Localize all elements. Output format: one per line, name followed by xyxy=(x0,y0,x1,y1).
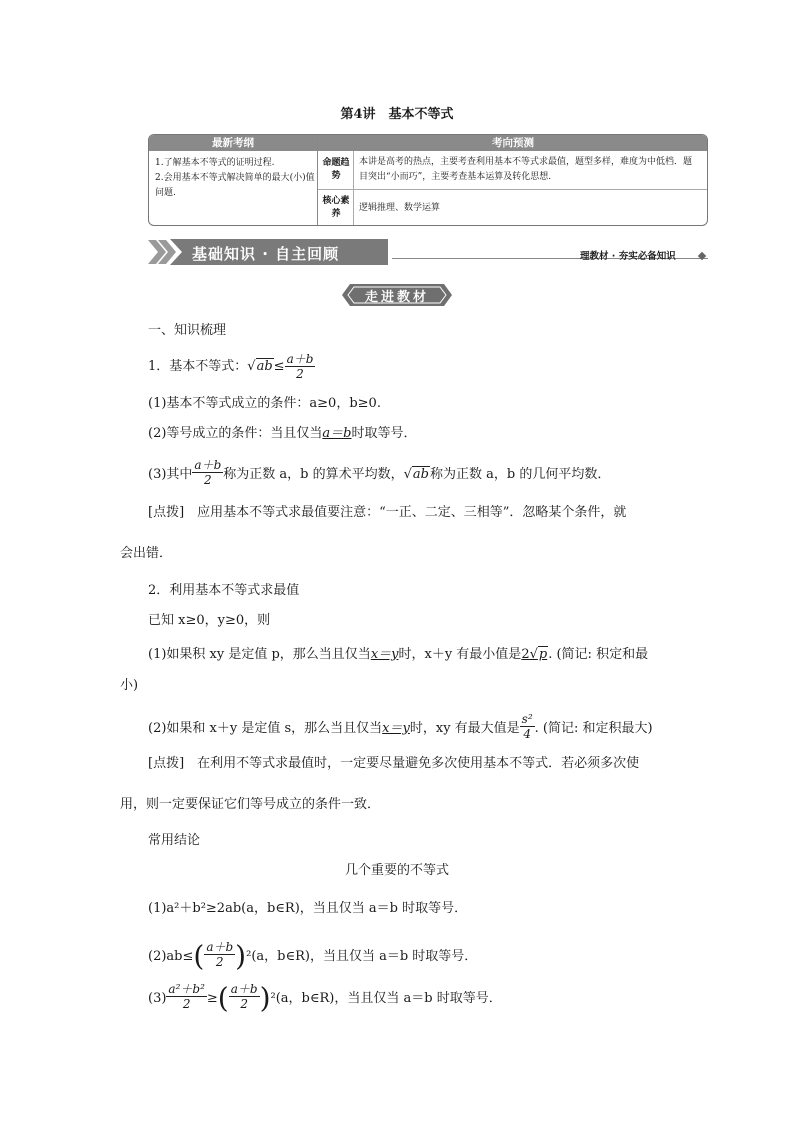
core-tag: 核心素养 xyxy=(322,196,350,219)
formula-3: (3) $\frac{\text{a²＋b²}}{2}$ ≥( $\frac{a+b}{2}$ )²(a，b∈R)，当且仅当 a＝b 时取等号． xyxy=(148,981,502,1015)
core-text: 逻辑推理、数学运算 xyxy=(359,203,441,213)
syllabus-text xyxy=(155,156,315,201)
common-conclusions: 常用结论 xyxy=(148,833,201,848)
tip-2-line-1: [点拨] 在利用不等式求最值时，一定要尽量避免多次使用基本不等式．若必须多次使 xyxy=(148,756,640,771)
subsection-title: 走进教材 xyxy=(364,290,429,305)
trend-text: 本讲是高考的热点，主要考查利用基本不等式求最值，题型多样，难度为中低档．题目突出“小而巧”，主要考查基本运算及转化思想. xyxy=(359,157,693,182)
tip-2-line-2: 用，则一定要保证它们等号成立的条件一致． xyxy=(120,797,381,812)
item-2-heading: 2．利用基本不等式求最值 xyxy=(148,583,300,598)
subtitle: 几个重要的不等式 xyxy=(344,863,449,878)
condition-2: (2)等号成立的条件：当且仅当a＝b时取等号． xyxy=(148,426,417,441)
banner-right-text: 理教材 · 夯实必备知识 xyxy=(580,251,676,262)
syllabus-line-1: 1.了解基本不等式的证明过程. xyxy=(155,158,275,168)
tip-1-line-1: [点拨] 应用基本不等式求最值要注意：“一正、二定、三相等”．忽略某个条件，就 xyxy=(148,505,627,520)
formula-2: (2)ab≤( $\frac{a+b}{2}$ )²(a，b∈R)，当且仅当 a＝b 时取等号． xyxy=(148,939,478,973)
trend-tag: 命题趋势 xyxy=(322,158,350,181)
method-2: (2)如果和 x＋y 是定值 s，那么当且仅当x＝y时，xy 有最大值是 $\frac{\text{s²}}{4}$ . (简记: 和定积最大) xyxy=(148,712,653,741)
tip-1-line-2: 会出错． xyxy=(120,546,173,561)
section-heading: 一、知识梳理 xyxy=(148,323,227,338)
table-head-right: 考向预测 xyxy=(318,135,708,151)
condition-1: (1)基本不等式成立的条件：a≥0，b≥0. xyxy=(148,396,381,411)
syllabus-line-2: 2.会用基本不等式解决简单的最大(小)值问题. xyxy=(155,173,315,198)
method-1: (1)如果积 xy 是定值 p，那么当且仅当x＝y时，x＋y 有最小值是2√p. (简记: 积定和最 xyxy=(148,647,649,662)
page-title: 第4讲 基本不等式 xyxy=(340,107,454,122)
basic-inequality: 1．基本不等式：√ab≤ $\frac{a+b}{2}$ xyxy=(148,352,314,381)
syllabus-table xyxy=(148,134,708,226)
given-text: 已知 x≥0，y≥0，则 xyxy=(148,613,271,628)
formula-1: (1)a²＋b²≥2ab(a，b∈R)，当且仅当 a＝b 时取等号． xyxy=(148,901,468,916)
banner-title: 基础知识 · 自主回顾 xyxy=(192,245,340,263)
table-head-left: 最新考纲 xyxy=(149,135,317,151)
condition-3: (3)其中 $\frac{a+b}{2}$ 称为正数 a，b 的算术平均数，√ab称为正数 a，b 的几何平均数． xyxy=(148,458,611,487)
method-1-cont: 小) xyxy=(120,678,139,693)
